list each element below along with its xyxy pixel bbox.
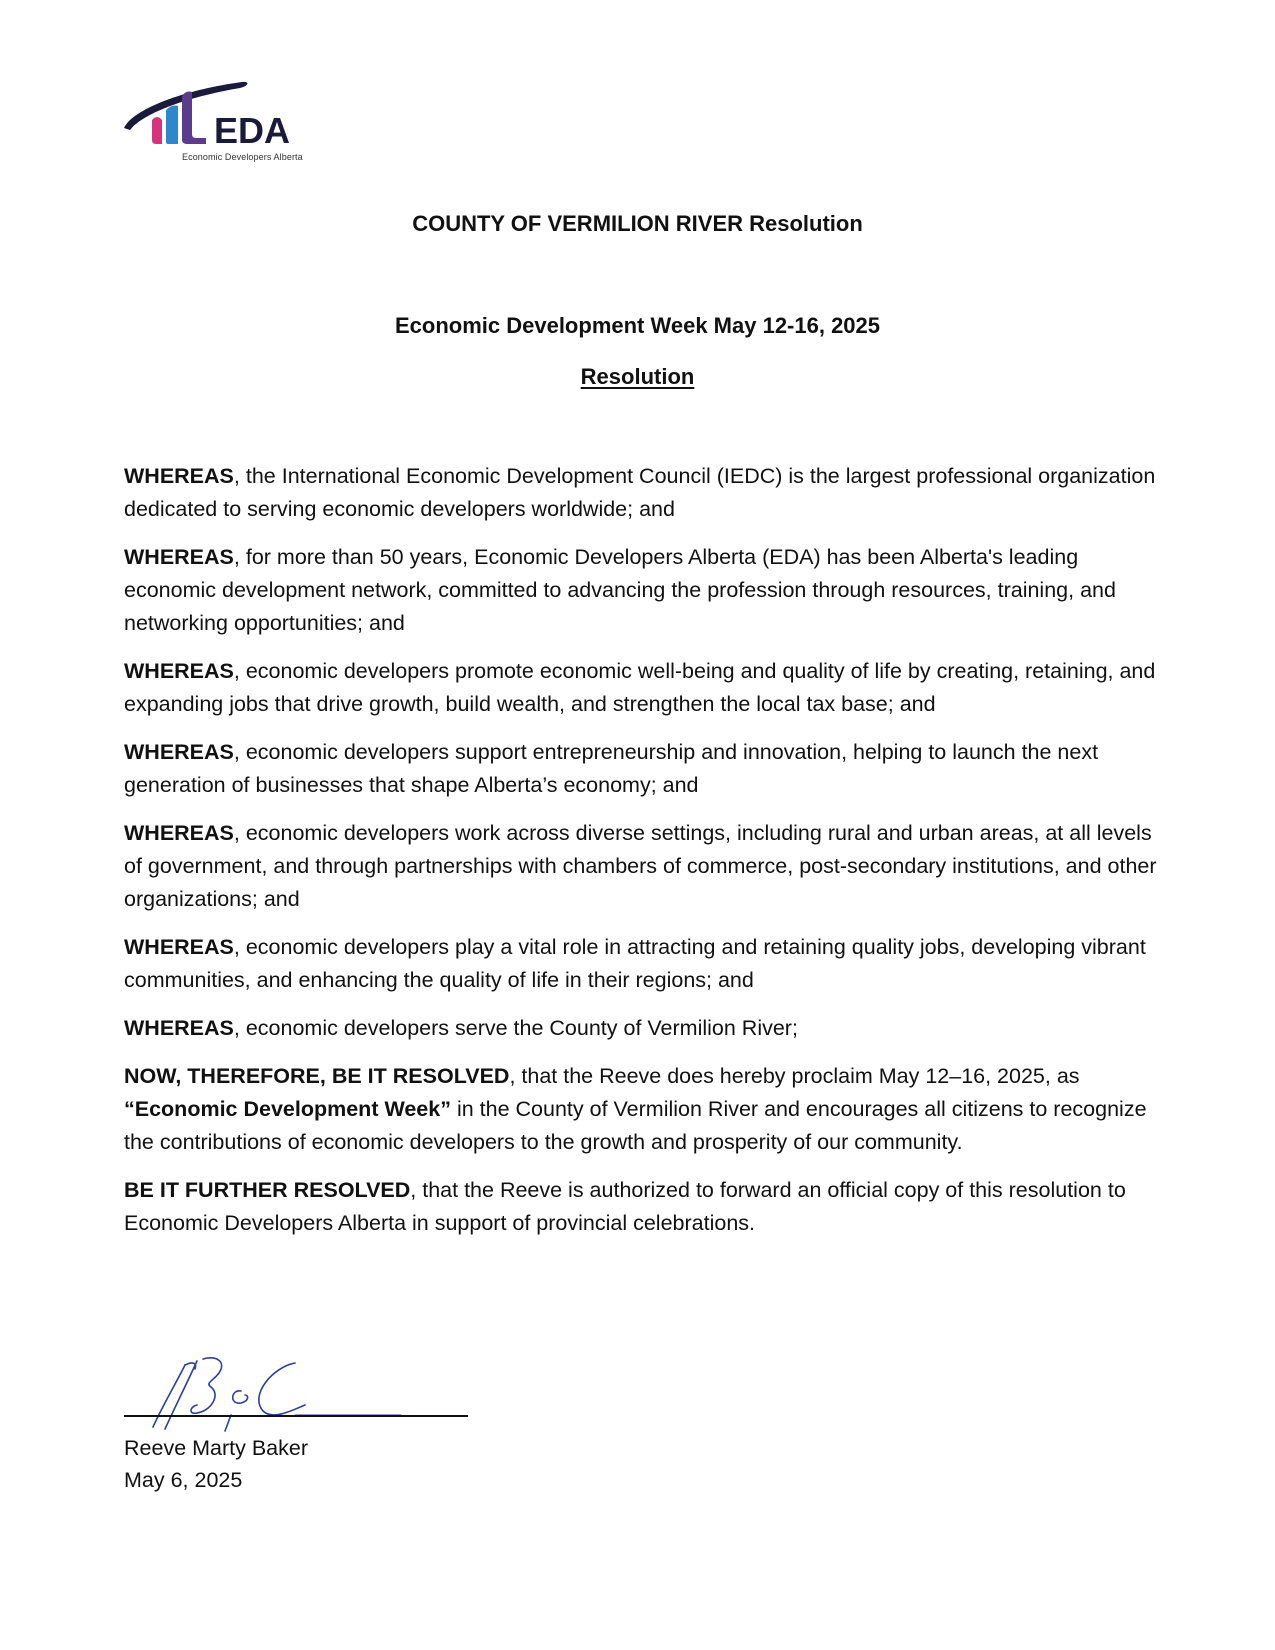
signer-name: Reeve Marty Baker: [124, 1436, 309, 1460]
document-title: COUNTY OF VERMILION RIVER Resolution: [412, 211, 863, 236]
resolution-body: [124, 460, 1174, 1255]
whereas-clause: [124, 931, 1174, 997]
clause-keyword: WHEREAS: [124, 740, 234, 764]
clause-text: , economic developers promote economic well-being and quality of life by creating, retaining, and expanding jobs that drive growth, build wealth, and strengthen the local tax base; and: [124, 659, 1156, 716]
resolved-text-before: , that the Reeve does hereby proclaim May 12–16, 2025, as: [509, 1064, 1080, 1088]
logo-tagline: Economic Developers Alberta: [182, 152, 303, 162]
eda-logo: [122, 80, 332, 170]
clause-text: , the International Economic Development Council (IEDC) is the largest professional organization dedicated to serving economic developers worldwide; and: [124, 464, 1156, 521]
section-heading: Resolution: [580, 364, 695, 389]
resolved-emphasis: “Economic Development Week”: [124, 1097, 451, 1121]
clause-keyword: WHEREAS: [124, 464, 234, 488]
logo-wordmark: EDA: [214, 110, 291, 151]
signer-block: [124, 1432, 308, 1496]
signature-date: May 6, 2025: [124, 1468, 243, 1492]
signature-strokes: [145, 1355, 405, 1435]
clause-keyword: WHEREAS: [124, 935, 234, 959]
clause-keyword: WHEREAS: [124, 1016, 234, 1040]
resolved-keyword: NOW, THEREFORE, BE IT RESOLVED: [124, 1064, 510, 1088]
clause-keyword: WHEREAS: [124, 659, 234, 683]
whereas-clause: [124, 541, 1174, 640]
clause-text: , economic developers work across diverse settings, including rural and urban areas, at all levels of government, and through partnerships with chambers of commerce, post-secondary institutions, and other organizations; and: [124, 821, 1157, 911]
clause-keyword: WHEREAS: [124, 545, 234, 569]
clause-text: , economic developers play a vital role in attracting and retaining quality jobs, developing vibrant communities, and enhancing the quality of life in their regions; and: [124, 935, 1146, 992]
handwritten-signature: [145, 1355, 405, 1435]
clause-text: , economic developers serve the County of Vermilion River;: [233, 1016, 798, 1040]
clause-text: , economic developers support entrepreneurship and innovation, helping to launch the next generation of businesses that shape Alberta’s economy; and: [124, 740, 1099, 797]
further-resolved-text: , that the Reeve is authorized to forward an official copy of this resolution to Economic Developers Alberta in support of provincial celebrations.: [124, 1178, 1126, 1235]
clause-keyword: WHEREAS: [124, 821, 234, 845]
clause-text: , for more than 50 years, Economic Developers Alberta (EDA) has been Alberta's leading economic development network, committed to advancing the profession through resources, training, and networking opportunities; and: [124, 545, 1116, 635]
whereas-clause: [124, 655, 1174, 721]
signature-line: [124, 1415, 468, 1417]
resolved-text-after: in the County of Vermilion River and encourages all citizens to recognize the contributions of economic developers to the growth and prosperity of our community.: [124, 1097, 1147, 1154]
whereas-clause: [124, 460, 1174, 526]
resolved-clause: [124, 1060, 1174, 1159]
document-subtitle: Economic Development Week May 12-16, 2025: [394, 313, 881, 338]
whereas-clause: [124, 1012, 1174, 1045]
further-resolved-clause: [124, 1174, 1174, 1240]
whereas-clause: [124, 736, 1174, 802]
further-resolved-keyword: BE IT FURTHER RESOLVED: [124, 1178, 411, 1202]
whereas-clause: [124, 817, 1174, 916]
